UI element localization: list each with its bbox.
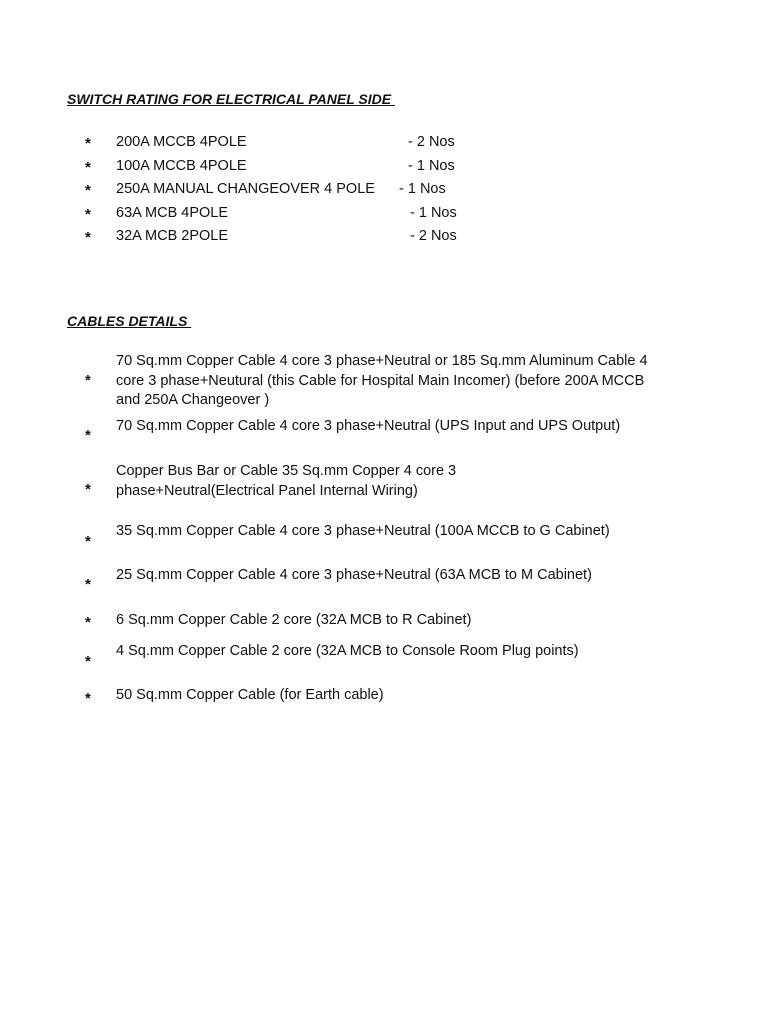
cable-item: 70 Sq.mm Copper Cable 4 core 3 phase+Neutral (UPS Input and UPS Output) xyxy=(116,418,621,434)
bullet-marker: * xyxy=(85,614,91,631)
switch-item-label: 63A MCB 4POLE xyxy=(116,205,229,221)
switch-item-label: 32A MCB 2POLE xyxy=(116,228,229,244)
bullet-marker: * xyxy=(85,533,91,550)
cable-item: 6 Sq.mm Copper Cable 2 core (32A MCB to R Cabinet) xyxy=(116,612,472,628)
bullet-marker: * xyxy=(85,427,91,444)
switch-item-qty: - 1 Nos xyxy=(410,205,457,221)
bullet-marker: * xyxy=(85,576,91,593)
cables-details-heading: CABLES DETAILS xyxy=(67,313,192,329)
bullet-marker: * xyxy=(85,481,91,498)
cable-item: 25 Sq.mm Copper Cable 4 core 3 phase+Neutral (63A MCB to M Cabinet) xyxy=(116,567,592,583)
bullet-marker: * xyxy=(85,372,91,389)
switch-item-qty: - 1 Nos xyxy=(408,158,455,174)
bullet-marker: * xyxy=(85,206,91,223)
bullet-marker: * xyxy=(85,135,91,152)
cable-item: 35 Sq.mm Copper Cable 4 core 3 phase+Neutral (100A MCCB to G Cabinet) xyxy=(116,523,610,539)
cable-item: 70 Sq.mm Copper Cable 4 core 3 phase+Neutral or 185 Sq.mm Aluminum Cable 4 core 3 phase+Neutural (this Cable for Hospital Main Incomer) (before 200A MCCB and 250A Changeover ) xyxy=(116,353,648,408)
switch-item-label: 100A MCCB 4POLE xyxy=(116,158,247,174)
switch-item-label: 200A MCCB 4POLE xyxy=(116,134,247,150)
bullet-marker: * xyxy=(85,182,91,199)
switch-item-qty: - 1 Nos xyxy=(399,181,446,197)
bullet-marker: * xyxy=(85,159,91,176)
bullet-marker: * xyxy=(85,229,91,246)
switch-item-qty: - 2 Nos xyxy=(410,228,457,244)
cable-item: 50 Sq.mm Copper Cable (for Earth cable) xyxy=(116,687,384,703)
bullet-marker: * xyxy=(85,653,91,670)
bullet-marker: * xyxy=(85,690,91,707)
switch-item-qty: - 2 Nos xyxy=(408,134,455,150)
switch-rating-heading: SWITCH RATING FOR ELECTRICAL PANEL SIDE xyxy=(67,91,395,107)
cable-item: Copper Bus Bar or Cable 35 Sq.mm Copper 4 core 3 phase+Neutral(Electrical Panel Internal Wiring) xyxy=(116,463,457,499)
switch-item-label: 250A MANUAL CHANGEOVER 4 POLE xyxy=(116,181,375,197)
cable-item: 4 Sq.mm Copper Cable 2 core (32A MCB to Console Room Plug points) xyxy=(116,643,579,659)
